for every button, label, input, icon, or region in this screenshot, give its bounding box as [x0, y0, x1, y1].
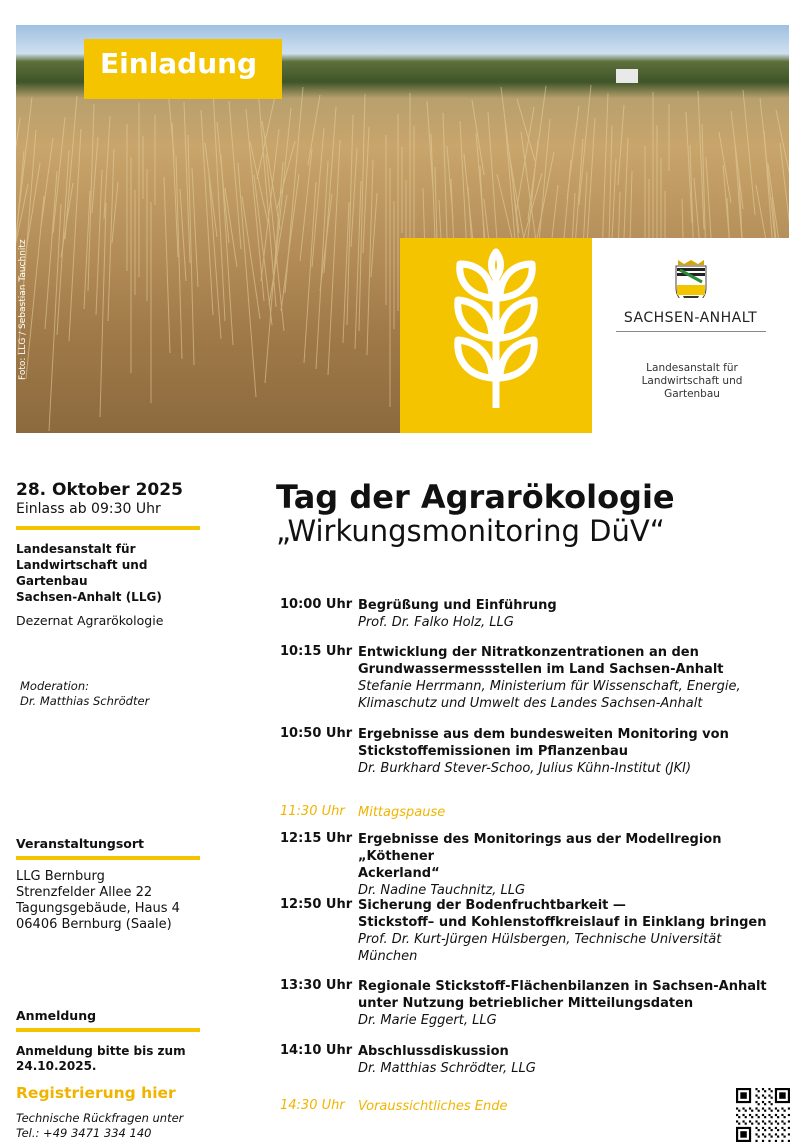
photo-credit — [18, 240, 38, 380]
registration-note-line: 24.10.2025. — [16, 1059, 97, 1073]
divider-bar — [16, 1028, 200, 1032]
program-speaker: Dr. Matthias Schrödter, LLG — [358, 1061, 536, 1076]
registration-note — [16, 1044, 202, 1074]
tech-contact-phone: Tel.: +49 3471 334 140 — [16, 1126, 152, 1140]
program-title: Mittagspause — [358, 805, 446, 820]
page-title: Tag der Agrarökologie — [276, 478, 675, 516]
wheat-logo-box — [400, 238, 592, 433]
program-title: Voraussichtliches Ende — [358, 1099, 508, 1114]
institute-name: Landesanstalt für Landwirtschaft und Gartenbau — [641, 362, 743, 400]
program-body — [358, 897, 778, 965]
program-time: 10:15 Uhr — [280, 644, 353, 659]
program-body — [358, 644, 778, 712]
program-time: 11:30 Uhr — [280, 804, 345, 819]
divider-bar — [16, 526, 200, 530]
moderation — [20, 679, 149, 709]
register-link[interactable]: Registrierung hier — [16, 1084, 176, 1102]
program-speaker: Dr. Burkhard Stever-Schoo, Julius Kühn-Institut (JKI) — [358, 761, 692, 776]
program-time: 14:30 Uhr — [280, 1098, 345, 1113]
program-speaker: Dr. Nadine Tauchnitz, LLG — [358, 883, 526, 898]
invitation-label: Einladung — [100, 47, 258, 80]
registration-title: Anmeldung — [16, 1008, 97, 1023]
department: Dezernat Agrarökologie — [16, 613, 164, 628]
program-body — [358, 1043, 778, 1077]
program-title: unter Nutzung betrieblicher Mitteilungsdaten — [358, 996, 694, 1011]
organizer-line: Landwirtschaft und — [16, 558, 148, 572]
event-date: 28. Oktober 2025 — [16, 480, 183, 500]
program-body — [358, 726, 778, 777]
admission-time: Einlass ab 09:30 Uhr — [16, 501, 161, 517]
program-body — [358, 1098, 778, 1115]
program-speaker: Klimaschutz und Umwelt des Landes Sachsen-Anhalt — [358, 696, 703, 711]
program-time: 10:50 Uhr — [280, 726, 353, 741]
program-title: Stickstoff– und Kohlenstoffkreislauf in Einklang bringen — [358, 915, 767, 930]
state-logo — [592, 238, 789, 433]
state-name: SACHSEN-ANHALT — [623, 310, 758, 326]
program-speaker: Stefanie Herrmann, Ministerium für Wissenschaft, Energie, — [358, 679, 741, 694]
coat-of-arms-icon — [592, 238, 789, 298]
program-time: 12:15 Uhr — [280, 831, 353, 846]
venue-line: Tagungsgebäude, Haus 4 — [16, 901, 180, 916]
program-title: Abschlussdiskussion — [358, 1044, 509, 1059]
program-time: 12:50 Uhr — [280, 897, 353, 912]
photo-credit-text: Foto: LLG / Sebastian Tauchnitz — [18, 239, 28, 380]
venue-line: 06406 Bernburg (Saale) — [16, 917, 172, 932]
tech-contact — [16, 1111, 202, 1141]
program-body — [358, 831, 778, 899]
program-speaker: München — [358, 949, 418, 964]
program-title: Regionale Stickstoff-Flächenbilanzen in Sachsen-Anhalt — [358, 979, 767, 994]
tech-contact-line: Technische Rückfragen unter — [16, 1111, 184, 1125]
divider-bar — [16, 856, 200, 860]
moderation-label: Moderation: — [20, 679, 90, 693]
program-body — [358, 597, 778, 631]
invitation-badge — [84, 39, 282, 99]
program-title: Sicherung der Bodenfruchtbarkeit — — [358, 898, 626, 913]
program-title: Grundwassermessstellen im Land Sachsen-Anhalt — [358, 662, 724, 677]
venue-address — [16, 869, 202, 933]
logo-divider — [616, 331, 766, 332]
wheat-icon — [400, 238, 592, 433]
program-title: Entwicklung der Nitratkonzentrationen an den — [358, 645, 699, 660]
venue-line: Strenzfelder Allee 22 — [16, 885, 153, 900]
program-speaker: Dr. Marie Eggert, LLG — [358, 1013, 497, 1028]
registration-note-line: Anmeldung bitte bis zum — [16, 1044, 186, 1058]
program-title: Ackerland“ — [358, 866, 440, 881]
program-speaker: Prof. Dr. Falko Holz, LLG — [358, 615, 514, 630]
venue-title: Veranstaltungsort — [16, 836, 144, 851]
organizer — [16, 541, 202, 605]
organizer-line: Gartenbau — [16, 574, 88, 588]
organizer-line: Landesanstalt für — [16, 542, 136, 556]
program-time: 13:30 Uhr — [280, 978, 353, 993]
program-title: Ergebnisse des Monitorings aus der Modellregion „Köthener — [358, 832, 722, 864]
program-body — [358, 978, 778, 1029]
program-body — [358, 804, 778, 821]
venue-line: LLG Bernburg — [16, 869, 105, 884]
program-title: Stickstoffemissionen im Pflanzenbau — [358, 744, 629, 759]
program-speaker: Prof. Dr. Kurt-Jürgen Hülsbergen, Technische Universität — [358, 932, 722, 947]
program-time: 14:10 Uhr — [280, 1043, 353, 1058]
program-title: Begrüßung und Einführung — [358, 598, 557, 613]
organizer-line: Sachsen-Anhalt (LLG) — [16, 590, 162, 604]
qr-code-icon[interactable] — [736, 1088, 790, 1142]
moderation-name: Dr. Matthias Schrödter — [20, 694, 150, 708]
program-time: 10:00 Uhr — [280, 597, 353, 612]
page-subtitle: „Wirkungsmonitoring DüV“ — [276, 514, 665, 548]
program-title: Ergebnisse aus dem bundesweiten Monitoring von — [358, 727, 729, 742]
